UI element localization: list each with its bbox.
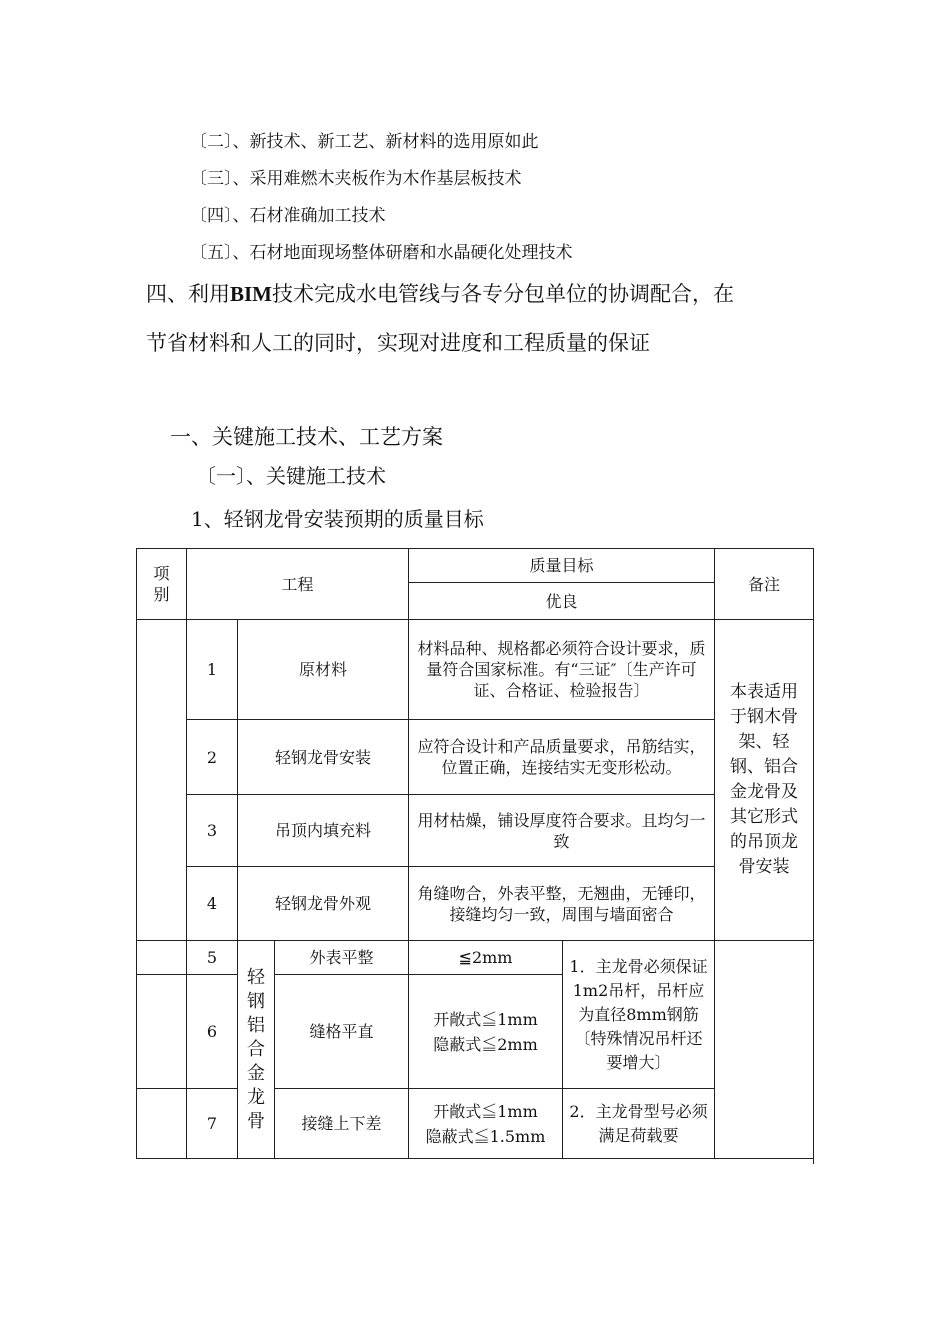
- row-name: 轻钢龙骨外观: [238, 867, 409, 941]
- heading-four-bim: BIM: [230, 282, 272, 306]
- row-target: [409, 1089, 563, 1159]
- table-row: [137, 620, 814, 720]
- group-label: 轻钢铝合金龙骨: [238, 941, 275, 1159]
- row-name: 缝格平直: [275, 975, 409, 1089]
- header-remarks: 备注: [715, 549, 814, 620]
- target-open: 开敞式≦1mm: [433, 1009, 538, 1029]
- row-name: 外表平整: [275, 941, 409, 975]
- row-number: 4: [187, 867, 238, 941]
- header-category: 项别: [137, 549, 187, 620]
- note-cell-2: 2．主龙骨型号必须满足荷载要: [563, 1089, 715, 1159]
- row-number: 6: [187, 975, 238, 1089]
- quality-target-table: [136, 548, 814, 1159]
- heading-four-prefix: 四、利用: [146, 282, 230, 306]
- category-cell-empty: [137, 620, 187, 941]
- target-hidden: 隐蔽式≦2mm: [433, 1034, 538, 1054]
- row-number: 5: [187, 941, 238, 975]
- row-target: 角缝吻合，外表平整，无翘曲，无锤印，接缝均匀一致，周围与墙面密合: [409, 867, 715, 941]
- row-name: 接缝上下差: [275, 1089, 409, 1159]
- row-number: 1: [187, 620, 238, 720]
- table-right-border: [813, 548, 814, 1164]
- section-item-3: 〔三〕、采用难燃木夹板作为木作基层板技术: [190, 169, 522, 189]
- header-quality-target: 质量目标: [409, 549, 715, 583]
- table-row: [137, 941, 814, 975]
- section-item-2: 〔二〕、新技术、新工艺、新材料的选用原如此: [190, 132, 539, 152]
- remark-cell: 本表适用于钢木骨架、轻钢、铝合金龙骨及其它形式的吊顶龙骨安装: [715, 620, 814, 941]
- heading-four-line2: 节省材料和人工的同时，实现对进度和工程质量的保证: [146, 331, 650, 355]
- row-target: [409, 975, 563, 1089]
- row-name: 吊顶内填充料: [238, 795, 409, 867]
- row-target: 用材枯燥，铺设厚度符合要求。且均匀一致: [409, 795, 715, 867]
- row-name: 原材料: [238, 620, 409, 720]
- row-number: 7: [187, 1089, 238, 1159]
- header-project: 工程: [187, 549, 409, 620]
- target-open: 开敞式≦1mm: [433, 1101, 538, 1121]
- category-cell-empty: [137, 1089, 187, 1159]
- row-target: 应符合设计和产品质量要求，吊筋结实，位置正确，连接结实无变形松动。: [409, 720, 715, 795]
- section-item-5: 〔五〕、石材地面现场整体研磨和水晶硬化处理技术: [190, 243, 573, 263]
- table-row: [137, 795, 814, 867]
- heading-four-rest: 技术完成水电管线与各专分包单位的协调配合，在: [272, 282, 734, 306]
- section-item-4: 〔四〕、石材准确加工技术: [190, 206, 386, 226]
- row-name: 轻钢龙骨安装: [238, 720, 409, 795]
- target-hidden: 隐蔽式≦1.5mm: [425, 1126, 546, 1146]
- row-number: 2: [187, 720, 238, 795]
- row-target: 材料品种、规格都必须符合设计要求，质量符合国家标准。有“三证″〔生产许可证、合格证、检验报告〕: [409, 620, 715, 720]
- note-cell-1: 1．主龙骨必须保证1m2吊杆，吊杆应为直径8mm钢筋〔特殊情况吊杆还要增大〕: [563, 941, 715, 1089]
- category-cell-empty: [137, 975, 187, 1089]
- heading-four: [146, 278, 734, 308]
- row-target: ≦2mm: [409, 941, 563, 975]
- remark-cell-empty: [715, 941, 814, 1159]
- table-row: [137, 720, 814, 795]
- header-excellent: 优良: [409, 583, 715, 620]
- heading-item-1: 1、轻钢龙骨安装预期的质量目标: [191, 507, 484, 531]
- heading-one: 一、关键施工技术、工艺方案: [170, 425, 443, 449]
- row-number: 3: [187, 795, 238, 867]
- heading-one-sub: 〔一〕、关键施工技术: [196, 464, 386, 488]
- table-row: [137, 867, 814, 941]
- category-cell-empty: [137, 941, 187, 975]
